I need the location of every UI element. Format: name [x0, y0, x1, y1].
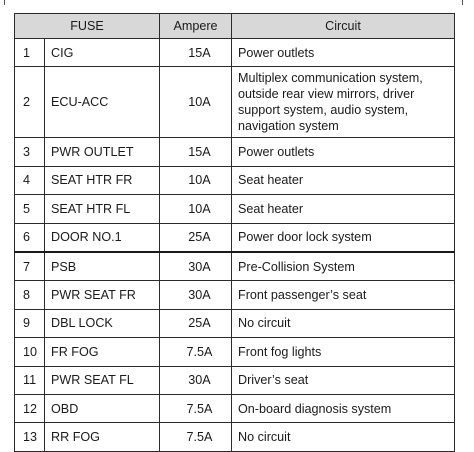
- fuse-number: 9: [15, 309, 45, 337]
- table-row: [15, 67, 455, 138]
- edge-line-left: [4, 0, 5, 5]
- fuse-ampere: 30A: [160, 281, 232, 309]
- table-row: [15, 366, 455, 394]
- table-row: [15, 138, 455, 166]
- fuse-name: OBD: [45, 394, 160, 422]
- fuse-ampere: 10A: [160, 166, 232, 194]
- fuse-number: 11: [15, 366, 45, 394]
- fuse-circuit: On-board diagnosis system: [232, 394, 455, 422]
- table-row: [15, 281, 455, 309]
- fuse-circuit: Front passenger’s seat: [232, 281, 455, 309]
- fuse-ampere: 10A: [160, 67, 232, 138]
- fuse-name: PWR OUTLET: [45, 138, 160, 166]
- fuse-number: 8: [15, 281, 45, 309]
- table-row: [15, 39, 455, 67]
- fuse-number: 6: [15, 223, 45, 252]
- fuse-circuit: Power outlets: [232, 39, 455, 67]
- fuse-ampere: 15A: [160, 138, 232, 166]
- header-ampere: Ampere: [160, 14, 232, 39]
- edge-line-right: [462, 0, 463, 5]
- fuse-number: 13: [15, 423, 45, 451]
- fuse-number: 4: [15, 166, 45, 194]
- fuse-circuit: No circuit: [232, 309, 455, 337]
- fuse-ampere: 7.5A: [160, 394, 232, 422]
- fuse-name: DBL LOCK: [45, 309, 160, 337]
- fuse-name: SEAT HTR FL: [45, 195, 160, 223]
- fuse-table-header: [15, 14, 455, 39]
- fuse-name: SEAT HTR FR: [45, 166, 160, 194]
- fuse-name: ECU-ACC: [45, 67, 160, 138]
- fuse-number: 1: [15, 39, 45, 67]
- fuse-name: CIG: [45, 39, 160, 67]
- table-row: [15, 223, 455, 252]
- fuse-ampere: 15A: [160, 39, 232, 67]
- fuse-name: PWR SEAT FL: [45, 366, 160, 394]
- table-row: [15, 309, 455, 337]
- fuse-number: 2: [15, 67, 45, 138]
- fuse-number: 7: [15, 252, 45, 281]
- fuse-circuit: Pre-Collision System: [232, 252, 455, 281]
- fuse-ampere: 30A: [160, 252, 232, 281]
- fuse-ampere: 7.5A: [160, 423, 232, 451]
- fuse-name: FR FOG: [45, 338, 160, 366]
- fuse-name: DOOR NO.1: [45, 223, 160, 252]
- fuse-circuit: Power door lock system: [232, 223, 455, 252]
- table-row: [15, 338, 455, 366]
- fuse-circuit: Power outlets: [232, 138, 455, 166]
- fuse-circuit: Seat heater: [232, 166, 455, 194]
- fuse-circuit: Multiplex communication system, outside rear view mirrors, driver support system, audio system, navigation system: [232, 67, 455, 138]
- fuse-circuit: No circuit: [232, 423, 455, 451]
- fuse-ampere: 10A: [160, 195, 232, 223]
- fuse-table-body: [15, 39, 455, 452]
- fuse-ampere: 25A: [160, 223, 232, 252]
- table-row: [15, 166, 455, 194]
- fuse-number: 12: [15, 394, 45, 422]
- fuse-ampere: 25A: [160, 309, 232, 337]
- table-row: [15, 423, 455, 451]
- fuse-circuit: Seat heater: [232, 195, 455, 223]
- fuse-table: [14, 13, 455, 452]
- fuse-ampere: 7.5A: [160, 338, 232, 366]
- table-row: [15, 394, 455, 422]
- fuse-name: RR FOG: [45, 423, 160, 451]
- fuse-circuit: Front fog lights: [232, 338, 455, 366]
- previous-table-edge: [0, 0, 474, 6]
- fuse-ampere: 30A: [160, 366, 232, 394]
- fuse-number: 5: [15, 195, 45, 223]
- table-row: [15, 252, 455, 281]
- fuse-name: PWR SEAT FR: [45, 281, 160, 309]
- header-circuit: Circuit: [232, 14, 455, 39]
- fuse-number: 10: [15, 338, 45, 366]
- fuse-number: 3: [15, 138, 45, 166]
- table-row: [15, 195, 455, 223]
- header-fuse: FUSE: [15, 14, 160, 39]
- fuse-name: PSB: [45, 252, 160, 281]
- fuse-circuit: Driver’s seat: [232, 366, 455, 394]
- header-row: [15, 14, 455, 39]
